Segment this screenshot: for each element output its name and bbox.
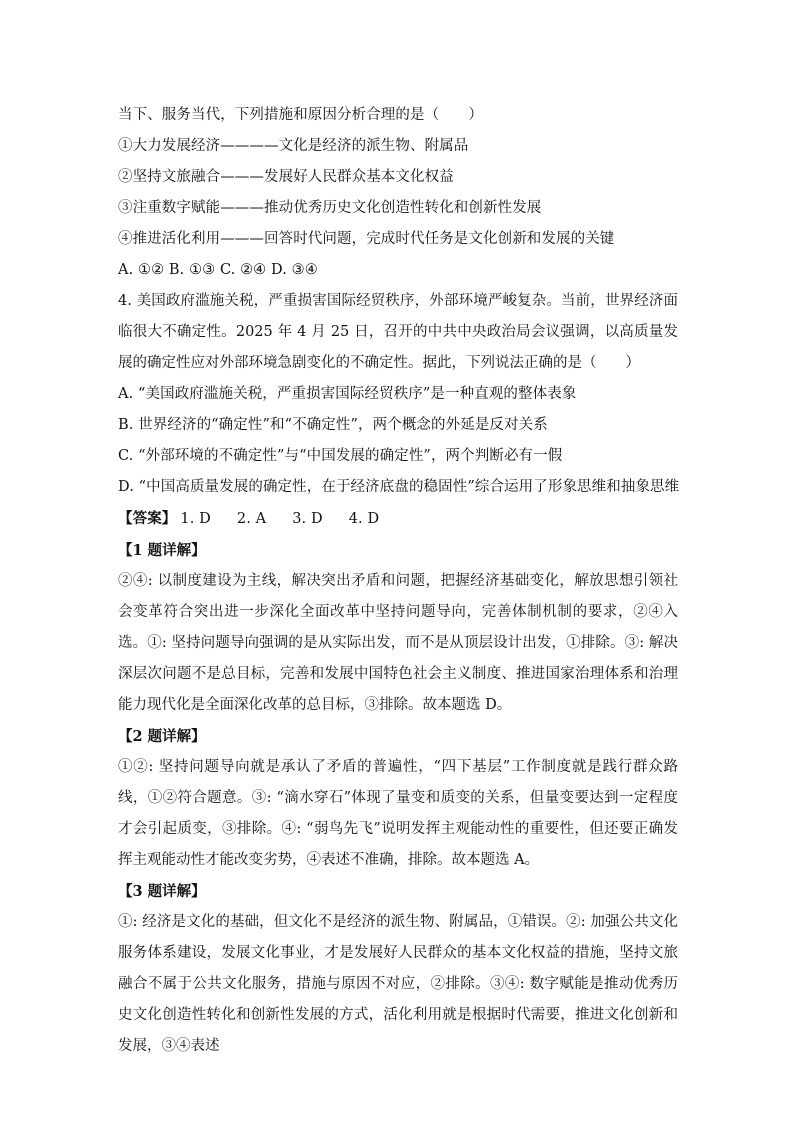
q4-stem: 4. 美国政府滥施关税，严重损害国际经贸秩序，外部环境严峻复杂。当前，世界经济面临很大不确定性。2025 年 4 月 25 日，召开的中共中央政治局会议强调，以高质量发展的确定性应对外部环境急剧变化的不确定性。据此，下列说法正确的是（ ） (118, 293, 678, 371)
answer-item: 4. D (348, 511, 380, 527)
q3-item-4: ④推进活化利用———回答时代问题，完成时代任务是文化创新和发展的关键 (118, 231, 615, 247)
q4-option-a: A. “美国政府滥施关税，严重损害国际经贸秩序”是一种直观的整体表象 (118, 386, 577, 402)
explanation-3-text: ①: 经济是文化的基础，但文化不是经济的派生物、附属品，①错误。②: 加强公共文化服务体系建设，发展文化事业，才是发展好人民群众的基本文化权益的措施，坚持文旅融合不属于公共文化服务，措施与原因不对应，②排除。③④: 数字赋能是推动优秀历史文化创造性转化和创新性发展的方式，活化利用就是根据时代需要，推进文化创新和发展，③④表述 (118, 914, 678, 1054)
answer-item: 2. A (236, 511, 267, 527)
explanation-3-heading: 【3 题详解】 (118, 883, 206, 900)
q4-option-b: B. 世界经济的“确定性”和“不确定性”，两个概念的外延是反对关系 (118, 417, 548, 433)
explanation-2-heading: 【2 题详解】 (118, 728, 206, 745)
explanation-1-heading: 【1 题详解】 (118, 542, 206, 559)
explanation-2-text: ①②: 坚持问题导向就是承认了矛盾的普遍性，“四下基层”工作制度就是践行群众路线，①②符合题意。③: “滴水穿石”体现了量变和质变的关系，但量变要达到一定程度才会引起质变，③排除。④: “弱鸟先飞”说明发挥主观能动性的重要性，但还要正确发挥主观能动性才能改变劣势，④表述不准确，排除。故本题选 A。 (118, 759, 678, 868)
q3-options: A. ①② B. ①③ C. ②④ D. ③④ (118, 262, 318, 278)
q4-option-c: C. “外部环境的不确定性”与“中国发展的确定性”，两个判断必有一假 (118, 448, 563, 464)
answer-row (118, 503, 678, 535)
answer-label: 【答案】 (118, 510, 177, 527)
document-page (118, 100, 678, 1062)
explanation-1-text: ②④: 以制度建设为主线，解决突出矛盾和问题，把握经济基础变化，解放思想引领社会变革符合突出进一步深化全面改革中坚持问题导向，完善体制机制的要求，②④入选。①: 坚持问题导向强调的是从实际出发，而不是从顶层设计出发，①排除。③: 解决深层次问题不是总目标，完善和发展中国特色社会主义制度、推进国家治理体系和治理能力现代化是全面深化改革的总目标，③排除。故本题选 D。 (118, 573, 678, 713)
q3-stem: 当下、服务当代，下列措施和原因分析合理的是（ ） (118, 107, 483, 123)
q3-item-2: ②坚持文旅融合———发展好人民群众基本文化权益 (118, 169, 454, 185)
q4-option-d: D. “中国高质量发展的确定性，在于经济底盘的稳固性”综合运用了形象思维和抽象思维 (118, 479, 680, 495)
answer-item: 1. D (180, 511, 211, 527)
q3-item-3: ③注重数字赋能———推动优秀历史文化创造性转化和创新性发展 (118, 200, 542, 216)
q3-item-1: ①大力发展经济————文化是经济的派生物、附属品 (118, 138, 469, 154)
answer-item: 3. D (292, 511, 323, 527)
